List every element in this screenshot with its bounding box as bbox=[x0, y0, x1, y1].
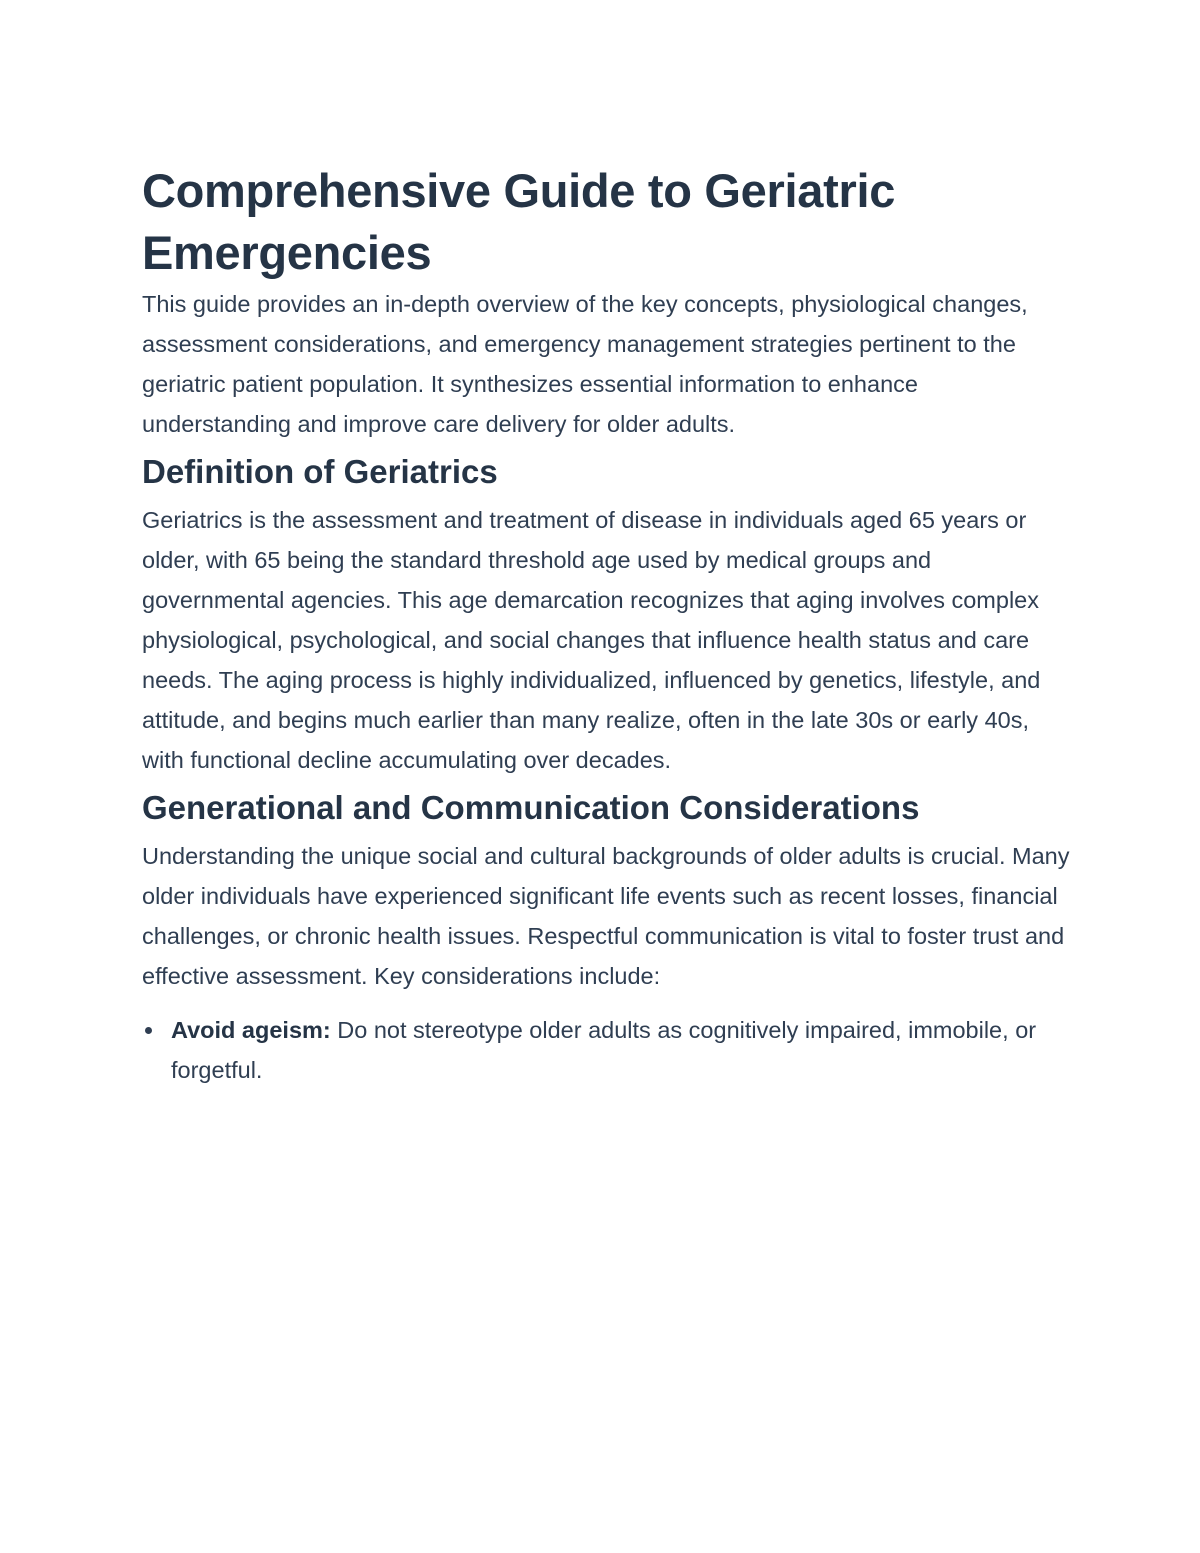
considerations-list bbox=[142, 1010, 1072, 1090]
bullet-dot-icon bbox=[145, 1027, 152, 1034]
bullet-term: Avoid ageism: bbox=[171, 1017, 331, 1043]
bullet-text: Do not stereotype older adults as cognitively impaired, immobile, or forgetful. bbox=[171, 1017, 1037, 1083]
list-item bbox=[142, 1010, 1072, 1090]
document-title: Comprehensive Guide to Geriatric Emergencies bbox=[142, 164, 896, 279]
document-page bbox=[142, 160, 1072, 1090]
definition-paragraph: Geriatrics is the assessment and treatment of disease in individuals aged 65 years or older, with 65 being the standard threshold age used by medical groups and governmental agencies. This age demarcation recognizes that aging involves complex physiological, psychological, and social changes that influence health status and care needs. The aging process is highly individualized, influenced by genetics, lifestyle, and attitude, and begins much earlier than many realize, often in the late 30s or early 40s, with functional decline accumulating over decades. bbox=[142, 507, 1041, 773]
section-heading-definition: Definition of Geriatrics bbox=[142, 453, 498, 490]
section-heading-generational: Generational and Communication Considerations bbox=[142, 789, 920, 826]
intro-paragraph: This guide provides an in-depth overview of the key concepts, physiological changes, assessment considerations, and emergency management strategies pertinent to the geriatric patient population. It synthesizes essential information to enhance understanding and improve care delivery for older adults. bbox=[142, 291, 1028, 437]
generational-paragraph: Understanding the unique social and cultural backgrounds of older adults is crucial. Many older individuals have experienced significant life events such as recent losses, financial challenges, or chronic health issues. Respectful communication is vital to foster trust and effective assessment. Key considerations include: bbox=[142, 843, 1070, 989]
